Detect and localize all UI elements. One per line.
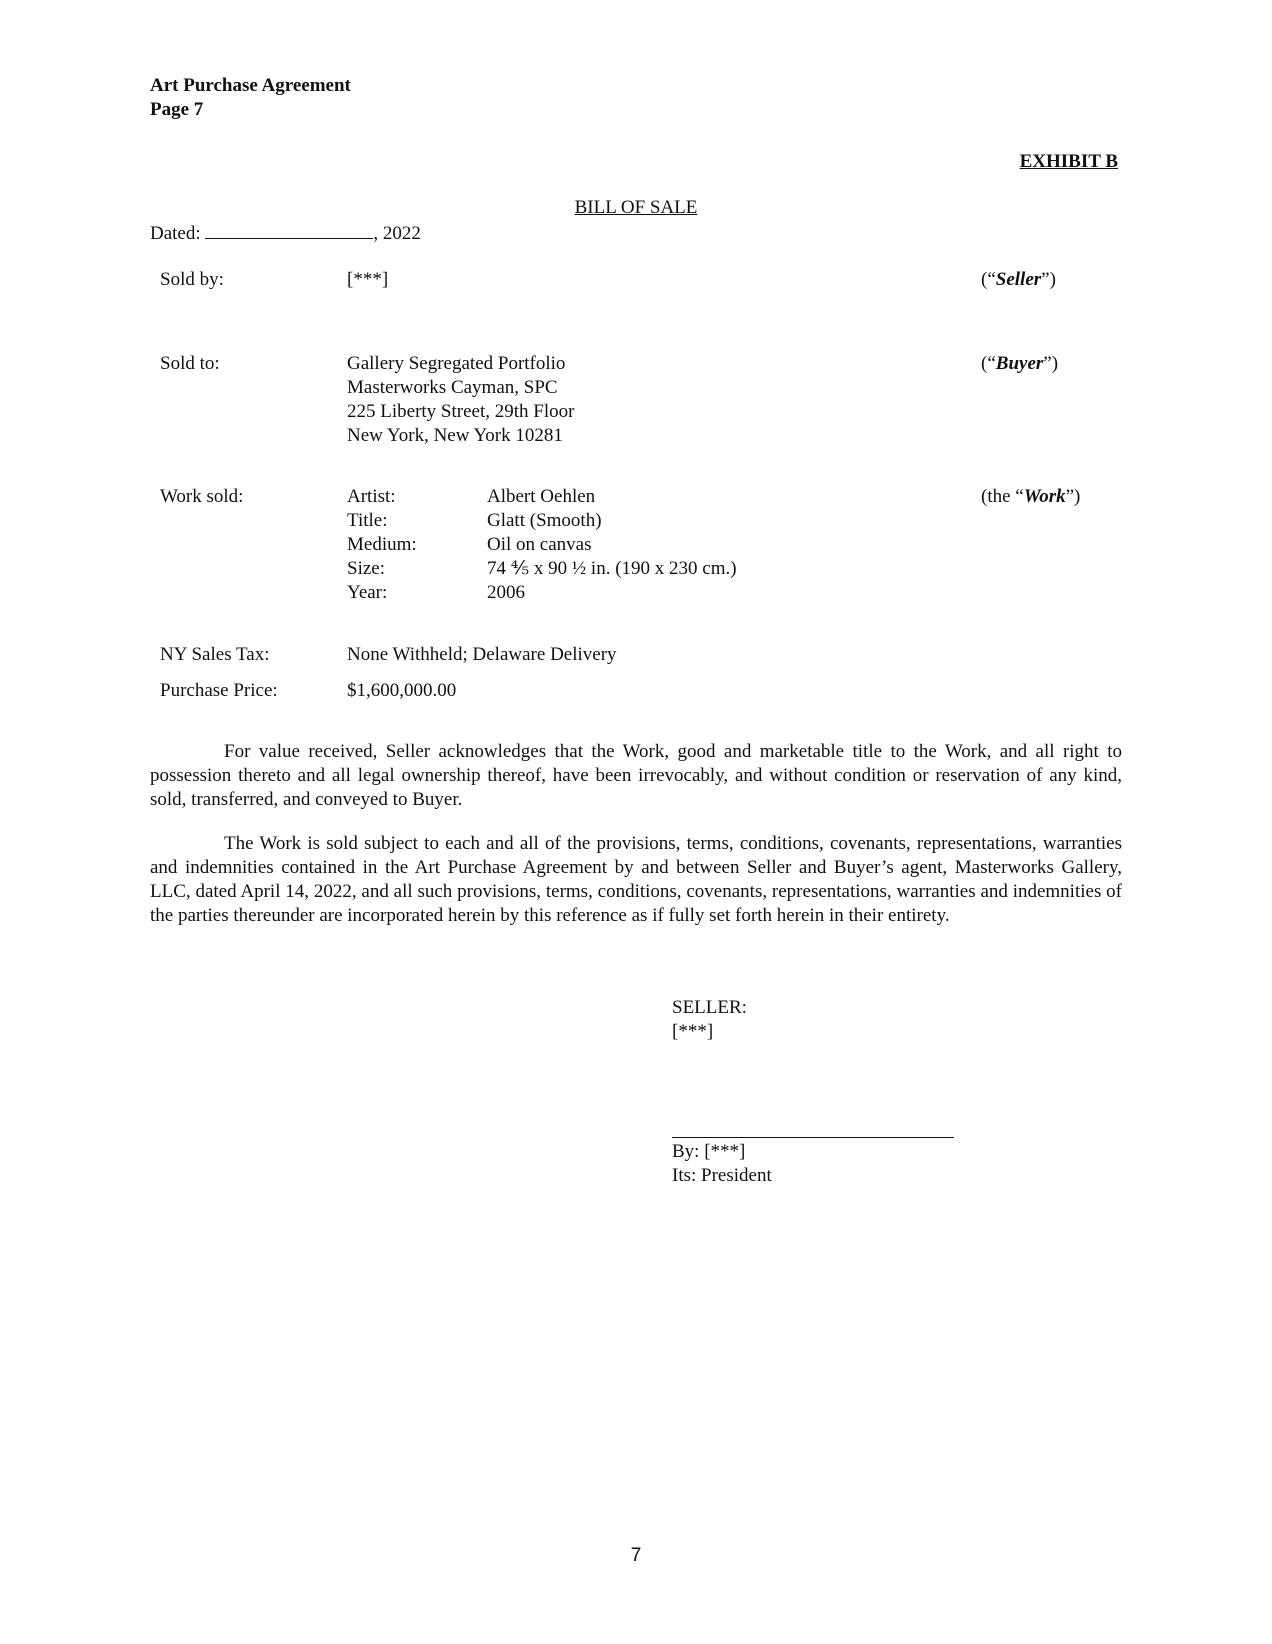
exhibit-label: EXHIBIT B	[1019, 151, 1118, 172]
buyer-address-line: 225 Liberty Street, 29th Floor	[347, 401, 575, 422]
work-defined-close: ”)	[1065, 486, 1081, 507]
buyer-address-line: New York, New York 10281	[347, 425, 563, 446]
signature-line	[672, 1136, 954, 1138]
work-field-value: Glatt (Smooth)	[487, 510, 602, 531]
dated-year: , 2022	[373, 223, 421, 244]
buyer-defined-term	[981, 352, 1058, 376]
work-defined-term	[981, 485, 1080, 509]
seller-defined-close: ”)	[1041, 269, 1056, 290]
bill-of-sale-title	[0, 196, 1272, 220]
signature-party: SELLER:	[672, 997, 747, 1018]
seller-term: Seller	[995, 269, 1042, 290]
work-defined-open: (the “	[981, 486, 1024, 507]
sold-by-value: [***]	[347, 269, 389, 290]
sales-tax-label: NY Sales Tax:	[160, 644, 270, 665]
buyer-defined-close: ”)	[1043, 353, 1059, 374]
buyer-address	[347, 352, 574, 448]
buyer-term: Buyer	[995, 353, 1044, 374]
page-number: 7	[630, 1545, 642, 1566]
dated-line	[150, 220, 421, 246]
buyer-address-line: Masterworks Cayman, SPC	[347, 377, 558, 398]
work-field-value: Albert Oehlen	[487, 486, 596, 507]
signature-name: [***]	[672, 1021, 714, 1042]
bill-of-sale-title-text: BILL OF SALE	[574, 197, 698, 218]
document-title: Art Purchase Agreement	[150, 75, 351, 96]
work-field-value: 2006	[487, 582, 525, 603]
sales-tax-value: None Withheld; Delaware Delivery	[347, 644, 617, 665]
purchase-price-label: Purchase Price:	[160, 680, 278, 701]
dated-label: Dated:	[150, 223, 201, 244]
buyer-defined-open: (“	[981, 353, 996, 374]
work-field-key: Medium:	[347, 534, 417, 555]
work-field-keys	[347, 485, 417, 605]
signature-its: Its: President	[672, 1165, 772, 1186]
page-label: Page 7	[150, 99, 204, 120]
work-field-value: Oil on canvas	[487, 534, 592, 555]
signature-by: By: [***]	[672, 1141, 746, 1162]
buyer-address-line: Gallery Segregated Portfolio	[347, 353, 566, 374]
seller-defined-open: (“	[981, 269, 996, 290]
body-paragraph: For value received, Seller acknowledges that the Work, good and marketable title to the Work, and all right to possession thereto and all legal ownership thereof, have been irrevocably, and without condition or reservation of any kind, sold, transferred, and conveyed to Buyer.	[150, 741, 1122, 810]
date-blank	[205, 220, 373, 239]
work-field-key: Artist:	[347, 486, 396, 507]
sold-to-label: Sold to:	[160, 353, 220, 374]
work-field-values	[487, 485, 737, 605]
work-sold-label: Work sold:	[160, 486, 244, 507]
seller-defined-term	[981, 268, 1056, 292]
work-field-key: Size:	[347, 558, 385, 579]
sold-by-label: Sold by:	[160, 269, 224, 290]
purchase-price-value: $1,600,000.00	[347, 680, 457, 701]
work-field-key: Year:	[347, 582, 388, 603]
body-paragraph: The Work is sold subject to each and all of the provisions, terms, conditions, covenants, representations, warranties and indemnities contained in the Art Purchase Agreement by and between Seller and Buyer’s agent, Masterworks Gallery, LLC, dated April 14, 2022, and all such provisions, terms, conditions, covenants, representations, warranties and indemnities of the parties thereunder are incorporated herein by this reference as if fully set forth herein in their entirety.	[150, 833, 1122, 926]
work-field-value: 74 ⅘ x 90 ½ in. (190 x 230 cm.)	[487, 558, 737, 579]
work-term: Work	[1023, 486, 1066, 507]
work-field-key: Title:	[347, 510, 388, 531]
